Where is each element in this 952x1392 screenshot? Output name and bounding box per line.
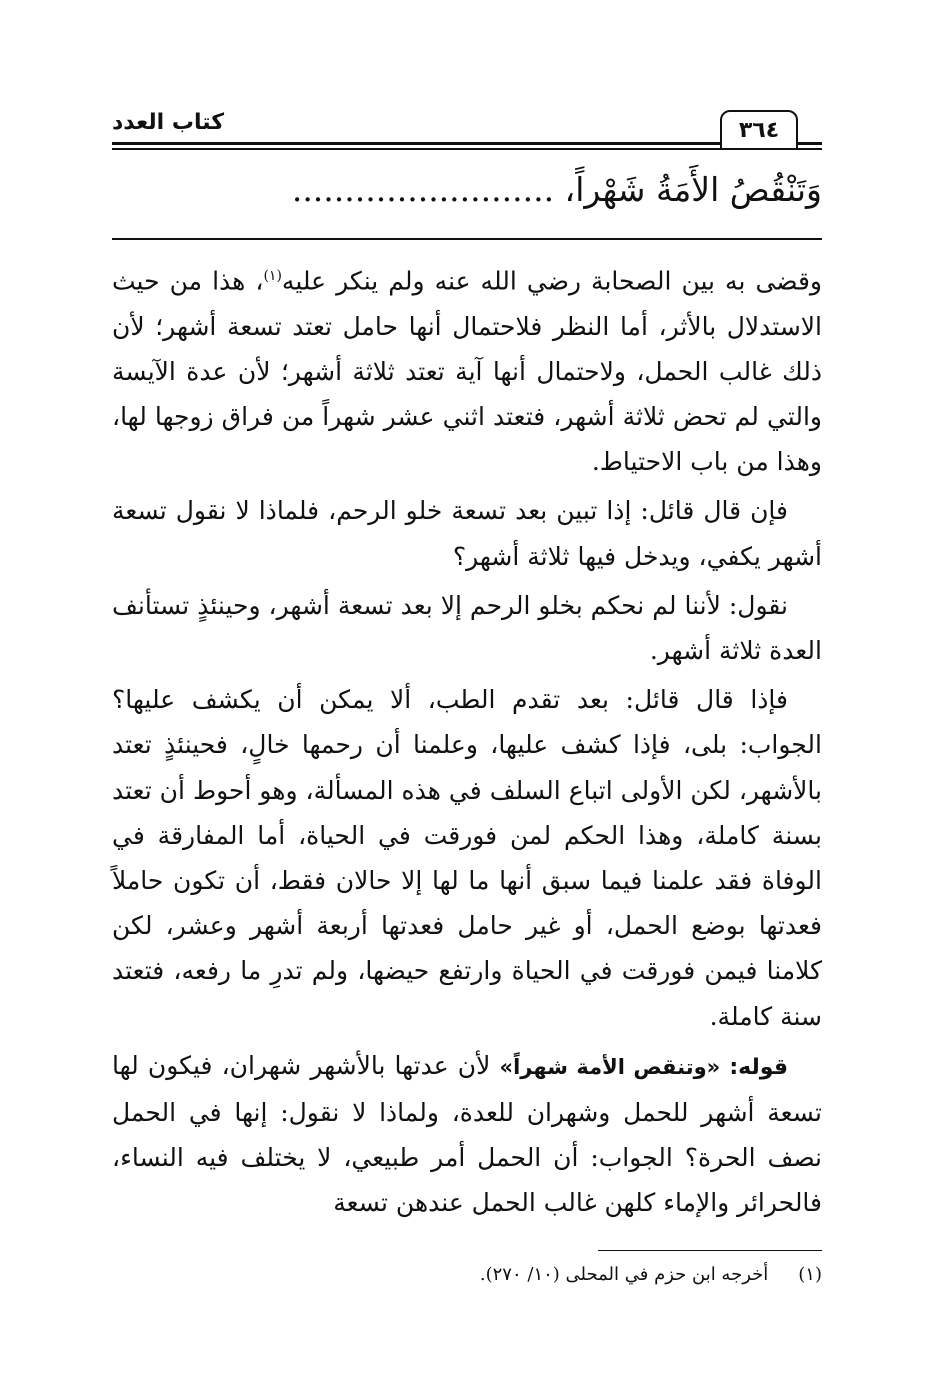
book-title: كتاب العدد [112,110,232,135]
paragraph-3: نقول: لأننا لم نحكم بخلو الرحم إلا بعد تسعة أشهر، وحينئذٍ تستأنف العدة ثلاثة أشهر. [112,590,822,665]
paragraph-4: فإذا قال قائل: بعد تقدم الطب، ألا يمكن أن يكشف عليها؟ الجواب: بلى، فإذا كشف عليها، وعلمنا أن رحمها خالٍ، فحينئذٍ تعتد بالأشهر، لكن الأولى اتباع السلف في هذه المسألة، وهو أحوط أن تعتد بسنة كاملة، وهذا الحكم لمن فورقت في الحياة، أما المفارقة في الوفاة فقد علمنا فيما سبق أنها ما لها إلا حالان فقط، أن تكون حاملاً فعدتها بوضع الحمل، أو غير حامل فعدتها أربعة أشهر وعشر، لكن كلامنا فيمن فورقت في الحياة وارتفع حيضها، ولم تدرِ ما رفعه، فتعتد سنة كاملة. [112,685,822,1031]
page-header [112,108,822,154]
footnote-1 [112,1260,822,1290]
footnote-number: (١) [798,1264,822,1285]
header-rule [112,142,822,145]
matn-line: وَتَنْقُصُ الأَمَةُ شَهْراً، ......................... [291,170,822,209]
matn-separator [112,238,822,240]
paragraph-5-rest: لأن عدتها بالأشهر شهران، فيكون لها تسعة أشهر للحمل وشهران للعدة، ولماذا لا نقول: إنها في الحمل نصف الحرة؟ الجواب: أن الحمل أمر طبيعي، لا يختلف فيه النساء، فالحرائر والإماء كلهن غالب الحمل عندهن تسعة [112,1050,822,1218]
footnote-text: أخرجه ابن حزم في المحلى (١٠/ ٢٧٠). [479,1264,769,1285]
footnote-separator [598,1250,822,1251]
paragraph-5 [112,1043,822,1226]
paragraph-1-start: وقضى به بين الصحابة رضي الله عنه ولم ينكر عليه [281,266,822,296]
page-number: ٣٦٤ [720,110,798,150]
paragraph-2: فإن قال قائل: إذا تبين بعد تسعة خلو الرحم، فلماذا لا نقول تسعة أشهر يكفي، ويدخل فيها ثلاثة أشهر؟ [112,496,822,571]
header-rule-thin [112,148,822,150]
qawluhu-label: قوله: [729,1054,788,1080]
paragraph-1 [112,254,822,484]
paragraph-1-rest: ، هذا من حيث الاستدلال بالأثر، أما النظر فلاحتمال أنها حامل تعتد تسعة أشهر؛ لأن ذلك غالب الحمل، ولاحتمال أنها آية تعتد ثلاثة أشهر؛ لأن عدة الآيسة والتي لم تحض ثلاثة أشهر، فتعتد اثني عشر شهراً من فراق زوجها لها، وهذا من باب الاحتياط. [112,266,822,477]
matn-quote: «وتنقص الأمة شهراً» [499,1054,721,1079]
footnote-marker: (١) [263,268,282,284]
commentary-body [112,254,822,1230]
